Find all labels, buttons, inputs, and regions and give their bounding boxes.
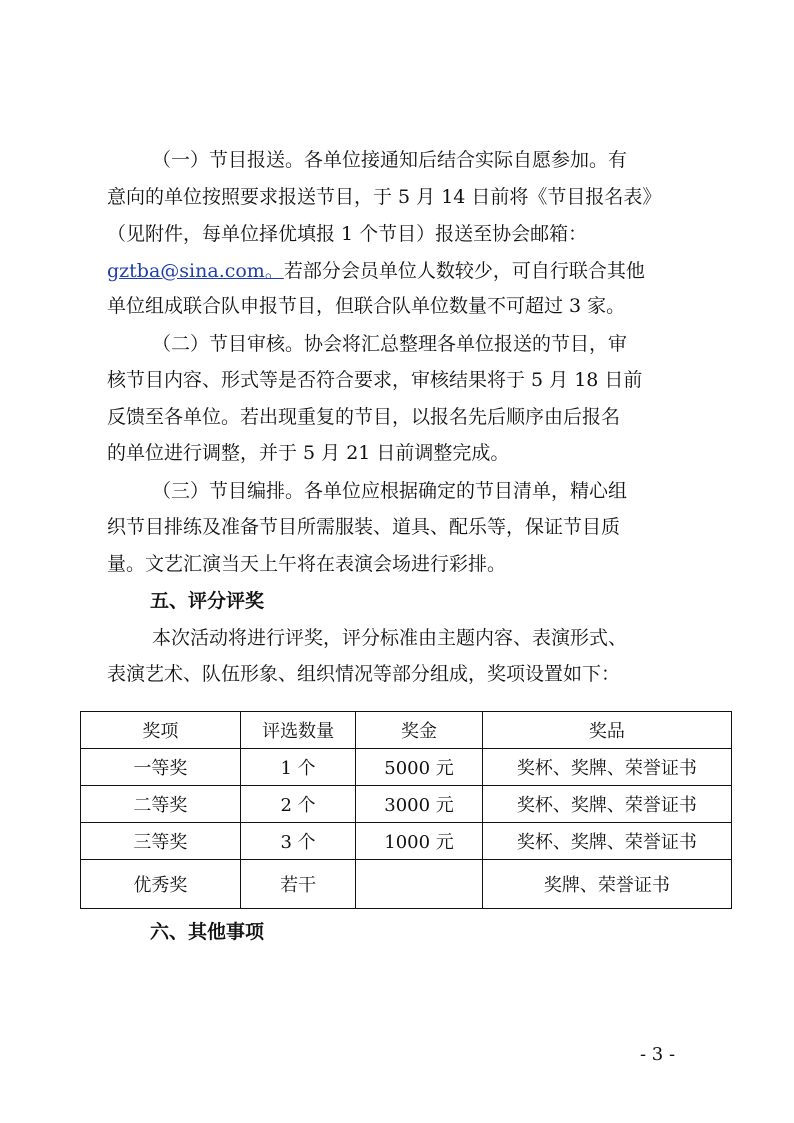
paragraph-line: （二）节目审核。协会将汇总整理各单位报送的节目，审	[152, 333, 628, 355]
table-cell: 2 个	[240, 786, 356, 823]
table-cell: 三等奖	[81, 823, 241, 860]
table-row	[81, 860, 732, 909]
table-cell: 3 个	[240, 823, 356, 860]
table-cell: 优秀奖	[81, 860, 241, 909]
table-cell: 二等奖	[81, 786, 241, 823]
paragraph-line: 单位组成联合队申报节目，但联合队单位数量不可超过 3 家。	[107, 295, 626, 317]
paragraph-line: 织节目排练及准备节目所需服装、道具、配乐等，保证节目质	[107, 516, 621, 538]
section-heading: 六、其他事项	[150, 921, 265, 943]
awards-table	[80, 711, 732, 909]
paragraph-line: 核节目内容、形式等是否符合要求，审核结果将于 5 月 18 日前	[107, 369, 643, 391]
table-cell: 3000 元	[356, 786, 482, 823]
paragraph-line: 意向的单位按照要求报送节目，于 5 月 14 日前将《节目报名表》	[107, 186, 662, 208]
paragraph-line: 表演艺术、队伍形象、组织情况等部分组成，奖项设置如下：	[107, 663, 621, 685]
paragraph-line: 的单位进行调整，并于 5 月 21 日前调整完成。	[107, 442, 510, 464]
paragraph-line: 反馈至各单位。若出现重复的节目，以报名先后顺序由后报名	[107, 406, 621, 428]
table-cell: 5000 元	[356, 749, 482, 786]
table-cell	[356, 860, 482, 909]
paragraph-text: 若部分会员单位人数较少，可自行联合其他	[283, 260, 645, 282]
table-cell: 奖杯、奖牌、荣誉证书	[482, 823, 731, 860]
paragraph-line: 量。文艺汇演当天上午将在表演会场进行彩排。	[107, 553, 507, 575]
page-number: - 3 -	[640, 1044, 676, 1065]
table-cell: 1000 元	[356, 823, 482, 860]
table-header-cell: 评选数量	[240, 712, 356, 749]
paragraph-line-email	[107, 257, 691, 285]
paragraph-line: （三）节目编排。各单位应根据确定的节目清单，精心组	[152, 480, 628, 502]
table-header-cell: 奖品	[482, 712, 731, 749]
table-cell: 若干	[240, 860, 356, 909]
paragraph-line: （一）节目报送。各单位接通知后结合实际自愿参加。有	[152, 149, 628, 171]
paragraph-line: 本次活动将进行评奖，评分标准由主题内容、表演形式、	[152, 627, 628, 649]
table-header-cell: 奖项	[81, 712, 241, 749]
table-row	[81, 823, 732, 860]
table-cell: 奖杯、奖牌、荣誉证书	[482, 749, 731, 786]
table-cell: 1 个	[240, 749, 356, 786]
table-row	[81, 749, 732, 786]
table-row	[81, 786, 732, 823]
paragraph-line: （见附件，每单位择优填报 1 个节目）报送至协会邮箱：	[107, 223, 588, 245]
table-cell: 奖牌、荣誉证书	[482, 860, 731, 909]
table-cell: 奖杯、奖牌、荣誉证书	[482, 786, 731, 823]
table-header-cell: 奖金	[356, 712, 482, 749]
email-link[interactable]: gztba@sina.com。	[107, 260, 284, 282]
section-heading: 五、评分评奖	[150, 590, 265, 612]
table-cell: 一等奖	[81, 749, 241, 786]
table-header-row	[81, 712, 732, 749]
